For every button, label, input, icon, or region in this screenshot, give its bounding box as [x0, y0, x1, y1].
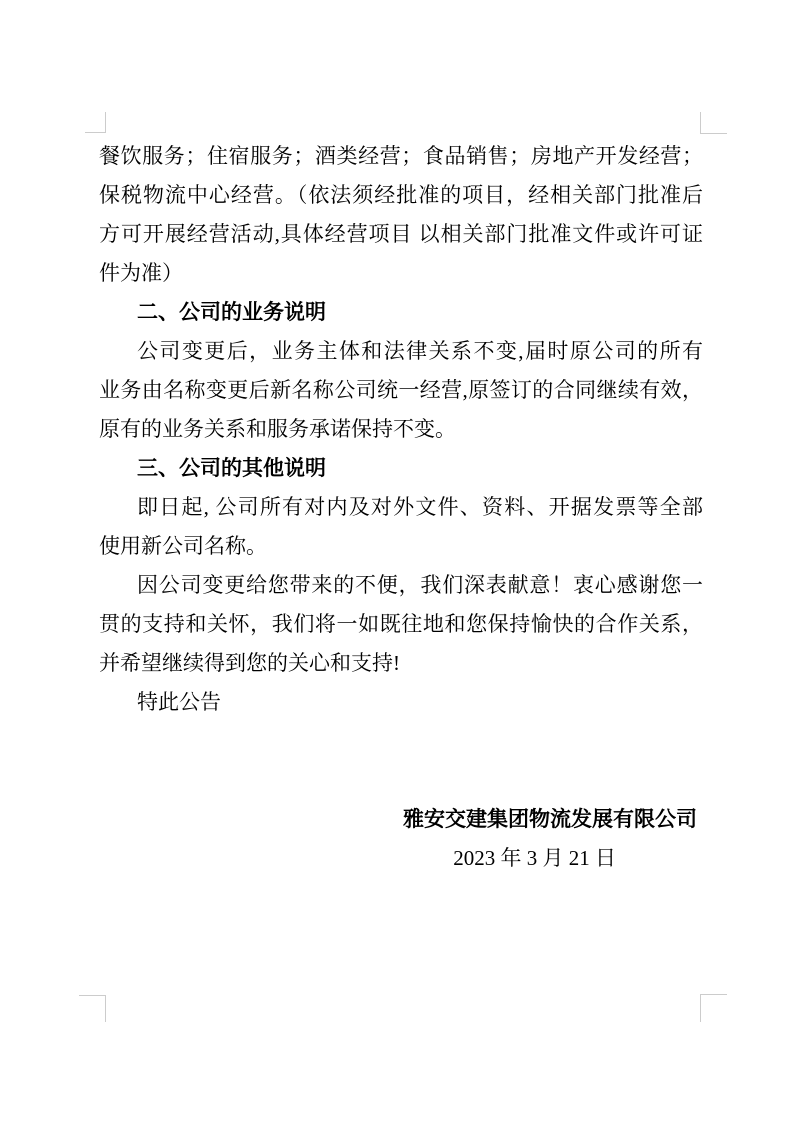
text-line: 并希望继续得到您的关心和支持! — [99, 651, 400, 675]
crop-mark-bottom-left — [79, 995, 106, 1022]
text-line: 保税物流中心经营。（依法须经批准的项目，经相关部门批准后 — [99, 183, 703, 207]
apology-paragraph — [99, 566, 703, 683]
document-text — [99, 137, 703, 878]
text-line: 公司变更后，业务主体和法律关系不变,届时原公司的所有 — [137, 339, 703, 363]
section-heading-other — [99, 449, 703, 488]
text-line: 三、公司的其他说明 — [137, 457, 326, 480]
crop-mark-top-right — [700, 112, 727, 134]
signature-spacer — [99, 722, 703, 800]
text-line: 原有的业务关系和服务承诺保持不变。 — [99, 417, 456, 441]
text-line: 业务由名称变更后新名称公司统一经营,原签订的合同继续有效， — [99, 378, 703, 402]
section-heading-business — [99, 293, 703, 332]
text-line: 贯的支持和关怀，我们将一如既往地和您保持愉快的合作关系， — [99, 612, 703, 636]
text-line: 因公司变更给您带来的不便，我们深表献意！衷心感谢您一 — [137, 573, 703, 597]
text-line: 方可开展经营活动,具体经营项目 以相关部门批准文件或许可证 — [99, 222, 703, 246]
text-line: 雅安交建集团物流发展有限公司 — [403, 807, 697, 831]
scope-continuation-paragraph — [99, 137, 703, 293]
other-description-paragraph — [99, 488, 703, 566]
signature-date — [99, 839, 703, 878]
business-description-paragraph — [99, 332, 703, 449]
text-line: 特此公告 — [137, 690, 221, 714]
crop-mark-bottom-right — [700, 994, 727, 1022]
text-line: 2023 年 3 月 21 日 — [453, 846, 616, 870]
text-line: 二、公司的业务说明 — [137, 301, 326, 324]
signature-company — [99, 800, 703, 839]
text-line: 使用新公司名称。 — [99, 534, 267, 558]
text-line: 即日起, 公司所有对内及对外文件、资料、开据发票等全部 — [137, 495, 703, 519]
crop-mark-top-left — [85, 112, 106, 133]
text-line: 件为准） — [99, 261, 183, 285]
closing-line — [99, 683, 703, 722]
text-line: 餐饮服务；住宿服务；酒类经营；食品销售；房地产开发经营； — [99, 144, 703, 168]
